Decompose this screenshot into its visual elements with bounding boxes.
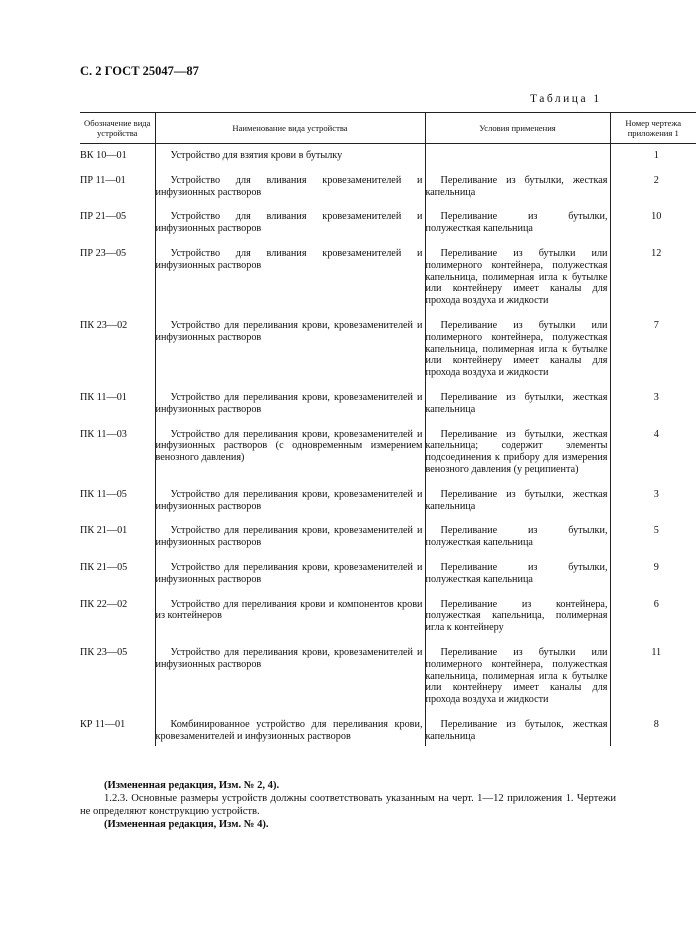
device-name-cell: Устройство для переливания крови, кровезаменителей и инфузионных растворов [155, 489, 425, 526]
column-header-conditions: Условия применения [425, 113, 610, 144]
drawing-number-cell: 6 [610, 599, 696, 647]
conditions-cell: Переливание из бутылки, полужесткая капельница [425, 211, 610, 248]
device-code-cell: ПК 11—05 [80, 488, 127, 500]
table-header-row [80, 113, 696, 144]
device-code-cell: ПК 23—05 [80, 646, 128, 658]
drawing-number-cell: 5 [610, 525, 696, 562]
device-code-cell: ПР 11—01 [80, 174, 126, 186]
device-name-cell: Устройство для переливания крови, кровезаменителей и инфузионных растворов (с одновременным измерением венозного давления) [155, 429, 425, 489]
table-row [80, 392, 696, 429]
edit-note-1: (Измененная редакция, Изм. № 2, 4). [104, 780, 280, 791]
device-name-cell: Устройство для взятия крови в бутылку [155, 144, 425, 175]
conditions-cell: Переливание из бутылки или полимерного контейнера, полужесткая капельница, полимерная игла к бутылке или контейнеру имеет каналы для прохода воздуха и жидкости [425, 320, 610, 392]
drawing-number-cell: 3 [610, 392, 696, 429]
conditions-cell [425, 144, 610, 175]
table-row [80, 562, 696, 599]
table-row [80, 175, 696, 212]
device-name-cell: Устройство для переливания крови, кровезаменителей и инфузионных растворов [155, 320, 425, 392]
drawing-number-cell: 12 [610, 248, 696, 320]
conditions-cell: Переливание из контейнера, полужесткая капельница, полимерная игла к контейнеру [425, 599, 610, 647]
device-table [80, 112, 682, 746]
device-name-cell: Устройство для переливания крови, кровезаменителей и инфузионных растворов [155, 562, 425, 599]
drawing-number-cell: 2 [610, 175, 696, 212]
device-code-cell: КР 11—01 [80, 718, 126, 730]
conditions-cell: Переливание из бутылки, жесткая капельница [425, 392, 610, 429]
paragraph-1-2-3: 1.2.3. Основные размеры устройств должны соответствовать указанным на черт. 1—12 приложения 1. Чертежи не определяют конструкцию устройств. [80, 793, 616, 817]
device-name-cell: Устройство для переливания крови, кровезаменителей и инфузионных растворов [155, 392, 425, 429]
table-row [80, 719, 696, 747]
conditions-cell: Переливание из бутылки или полимерного контейнера, полужесткая капельница, полимерная игла к бутылке или контейнеру имеет каналы для прохода воздуха и жидкости [425, 248, 610, 320]
conditions-cell: Переливание из бутылки, жесткая капельница; содержит элементы подсоединения к прибору для измерения венозного давления (у реципиента) [425, 429, 610, 489]
drawing-number-cell: 9 [610, 562, 696, 599]
table-row [80, 525, 696, 562]
drawing-number-cell: 10 [610, 211, 696, 248]
device-code-cell: ПК 11—01 [80, 391, 127, 403]
device-name-cell: Устройство для переливания крови, кровезаменителей и инфузионных растворов [155, 525, 425, 562]
table-body [80, 144, 696, 747]
table-row [80, 599, 696, 647]
drawing-number-cell: 4 [610, 429, 696, 489]
page-header: С. 2 ГОСТ 25047—87 [80, 64, 199, 78]
column-header-drawing-number: Номер чертежа приложения 1 [610, 113, 696, 144]
conditions-cell: Переливание из бутылки, полужесткая капельница [425, 562, 610, 599]
table-row [80, 489, 696, 526]
device-name-cell: Устройство для переливания крови и компонентов крови из контейнеров [155, 599, 425, 647]
edit-note-2: (Измененная редакция, Изм. № 4). [104, 819, 269, 830]
conditions-cell: Переливание из бутылки или полимерного контейнера, полужесткая капельница, полимерная игла к бутылке или контейнеру имеет каналы для прохода воздуха и жидкости [425, 647, 610, 719]
notes [80, 779, 616, 831]
table-row [80, 647, 696, 719]
device-code-cell: ПР 23—05 [80, 247, 127, 259]
column-header-code: Обозначение вида устройства [80, 113, 155, 144]
device-code-cell: ПК 21—01 [80, 525, 128, 537]
conditions-cell: Переливание из бутылки, жесткая капельница [425, 175, 610, 212]
table-row [80, 248, 696, 320]
conditions-cell: Переливание из бутылки, жесткая капельница [425, 489, 610, 526]
conditions-cell: Переливание из бутылок, жесткая капельница [425, 719, 610, 747]
device-code-cell: ПК 21—05 [80, 561, 128, 573]
table-row [80, 144, 696, 175]
device-name-cell: Устройство для переливания крови, кровезаменителей и инфузионных растворов [155, 647, 425, 719]
device-code-cell: ПК 11—03 [80, 428, 127, 440]
device-name-cell: Устройство для вливания кровезаменителей и инфузионных растворов [155, 211, 425, 248]
table-row [80, 429, 696, 489]
device-code-cell: ПР 21—05 [80, 211, 127, 223]
table-row [80, 320, 696, 392]
device-name-cell: Комбинированное устройство для переливания крови, кровезаменителей и инфузионных растворов [155, 719, 425, 747]
device-name-cell: Устройство для вливания кровезаменителей и инфузионных растворов [155, 175, 425, 212]
drawing-number-cell: 3 [610, 489, 696, 526]
device-code-cell: ПК 23—02 [80, 319, 128, 331]
device-code-cell: ПК 22—02 [80, 598, 128, 610]
drawing-number-cell: 8 [610, 719, 696, 747]
drawing-number-cell: 7 [610, 320, 696, 392]
device-name-cell: Устройство для вливания кровезаменителей и инфузионных растворов [155, 248, 425, 320]
table-caption: Таблица 1 [530, 93, 602, 105]
drawing-number-cell: 1 [610, 144, 696, 175]
conditions-cell: Переливание из бутылки, полужесткая капельница [425, 525, 610, 562]
table-row [80, 211, 696, 248]
drawing-number-cell: 11 [610, 647, 696, 719]
column-header-name: Наименование вида устройства [155, 113, 425, 144]
device-code-cell: ВК 10—01 [80, 150, 127, 161]
